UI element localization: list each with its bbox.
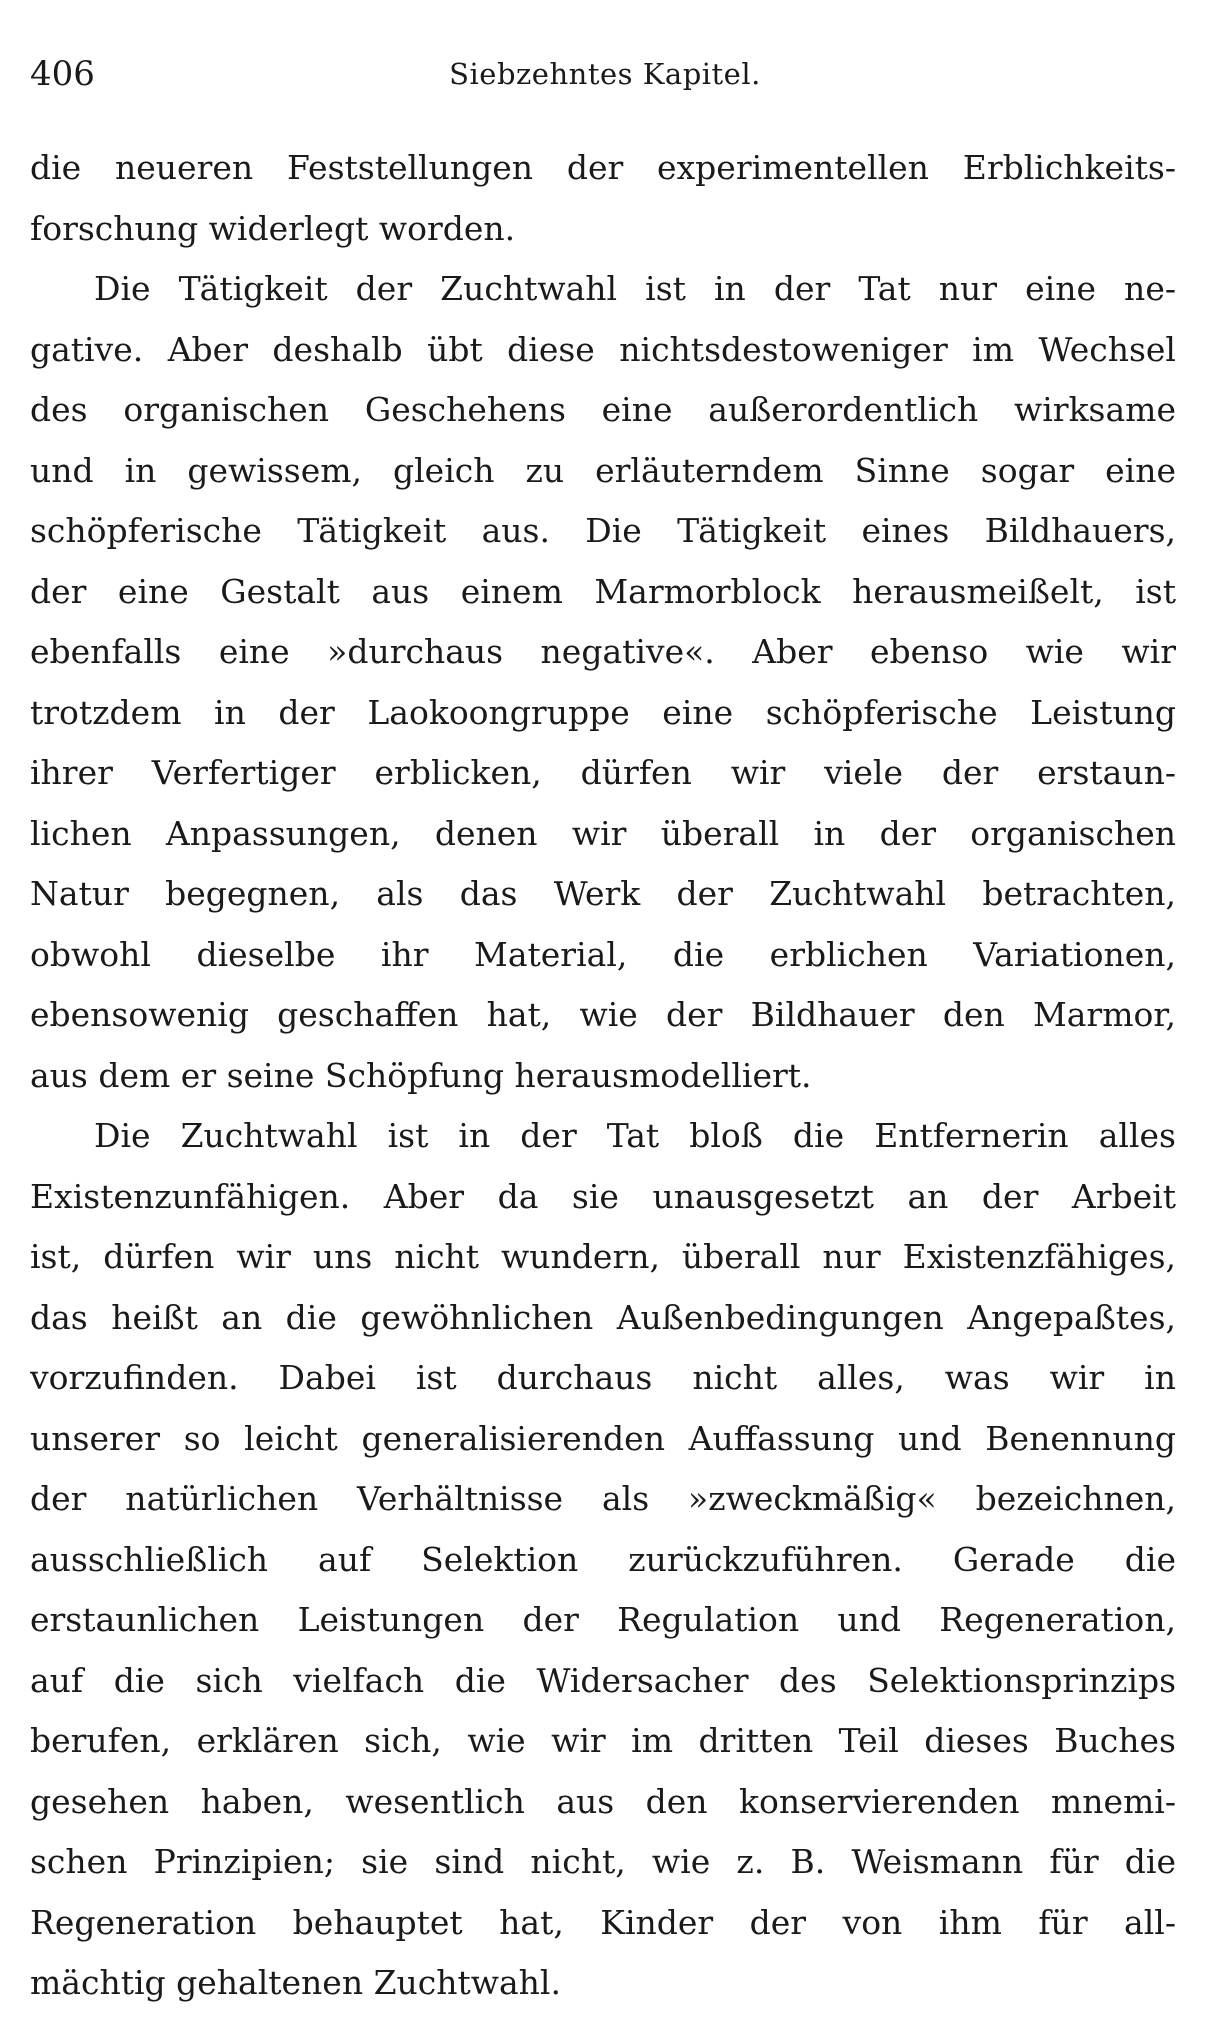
text-line: gative. Aber deshalb übt diese nichtsdestoweniger im Wechsel: [30, 329, 1176, 369]
text-line: unserer so leicht generalisierenden Auffassung und Benennung: [30, 1418, 1176, 1458]
text-line: das heißt an die gewöhnlichen Außenbedingungen Angepaßtes,: [30, 1297, 1176, 1337]
text-line: Die Tätigkeit der Zuchtwahl ist in der Tat nur eine ne-: [94, 269, 1176, 308]
page-number: 406: [30, 54, 95, 94]
text-line: des organischen Geschehens eine außerordentlich wirksame: [30, 390, 1176, 429]
text-line: obwohl dieselbe ihr Material, die erblichen Variationen,: [30, 934, 1176, 974]
text-line: der eine Gestalt aus einem Marmorblock herausmeißelt, ist: [30, 571, 1176, 611]
text-line: erstaunlichen Leistungen der Regulation und Regeneration,: [30, 1600, 1176, 1639]
text-line: aus dem er seine Schöpfung herausmodelliert.: [30, 1055, 812, 1095]
text-line: mächtig gehaltenen Zuchtwahl.: [30, 1963, 561, 2002]
text-line: ihrer Verfertiger erblicken, dürfen wir viele der erstaun-: [30, 753, 1176, 792]
text-line: Regeneration behauptet hat, Kinder der von ihm für all-: [30, 1902, 1176, 1942]
text-line: und in gewissem, gleich zu erläuterndem Sinne sogar eine: [30, 450, 1176, 490]
running-head: Siebzehntes Kapitel.: [449, 57, 761, 91]
text-line: die neueren Feststellungen der experimentellen Erblichkeits-: [30, 148, 1176, 187]
text-line: ausschließlich auf Selektion zurückzuführen. Gerade die: [30, 1539, 1176, 1579]
text-line: schöpferische Tätigkeit aus. Die Tätigkeit eines Bildhauers,: [30, 511, 1176, 550]
page-header: [30, 52, 1180, 96]
text-line: ebensowenig geschaffen hat, wie der Bildhauer den Marmor,: [30, 995, 1176, 1034]
text-line: forschung widerlegt worden.: [30, 208, 516, 248]
text-line: der natürlichen Verhältnisse als »zweckmäßig« bezeichnen,: [30, 1479, 1176, 1518]
text-line: trotzdem in der Laokoongruppe eine schöpferische Leistung: [30, 692, 1176, 732]
text-line: berufen, erklären sich, wie wir im dritten Teil dieses Buches: [30, 1721, 1176, 1760]
text-line: auf die sich vielfach die Widersacher des Selektionsprinzips: [30, 1660, 1176, 1700]
text-line: Existenzunfähigen. Aber da sie unausgesetzt an der Arbeit: [30, 1176, 1176, 1216]
text-line: ebenfalls eine »durchaus negative«. Aber ebenso wie wir: [30, 632, 1176, 671]
text-line: Die Zuchtwahl ist in der Tat bloß die Entfernerin alles: [94, 1116, 1176, 1155]
text-line: ist, dürfen wir uns nicht wundern, überall nur Existenzfähiges,: [30, 1237, 1176, 1276]
body-text: [30, 138, 1176, 2014]
text-line: schen Prinzipien; sie sind nicht, wie z. B. Weismann für die: [30, 1842, 1176, 1881]
text-line: gesehen haben, wesentlich aus den konservierenden mnemi-: [30, 1781, 1176, 1821]
text-line: Natur begegnen, als das Werk der Zuchtwahl betrachten,: [30, 874, 1176, 913]
text-line: vorzufinden. Dabei ist durchaus nicht alles, was wir in: [30, 1358, 1176, 1397]
text-line: lichen Anpassungen, denen wir überall in der organischen: [30, 813, 1176, 853]
